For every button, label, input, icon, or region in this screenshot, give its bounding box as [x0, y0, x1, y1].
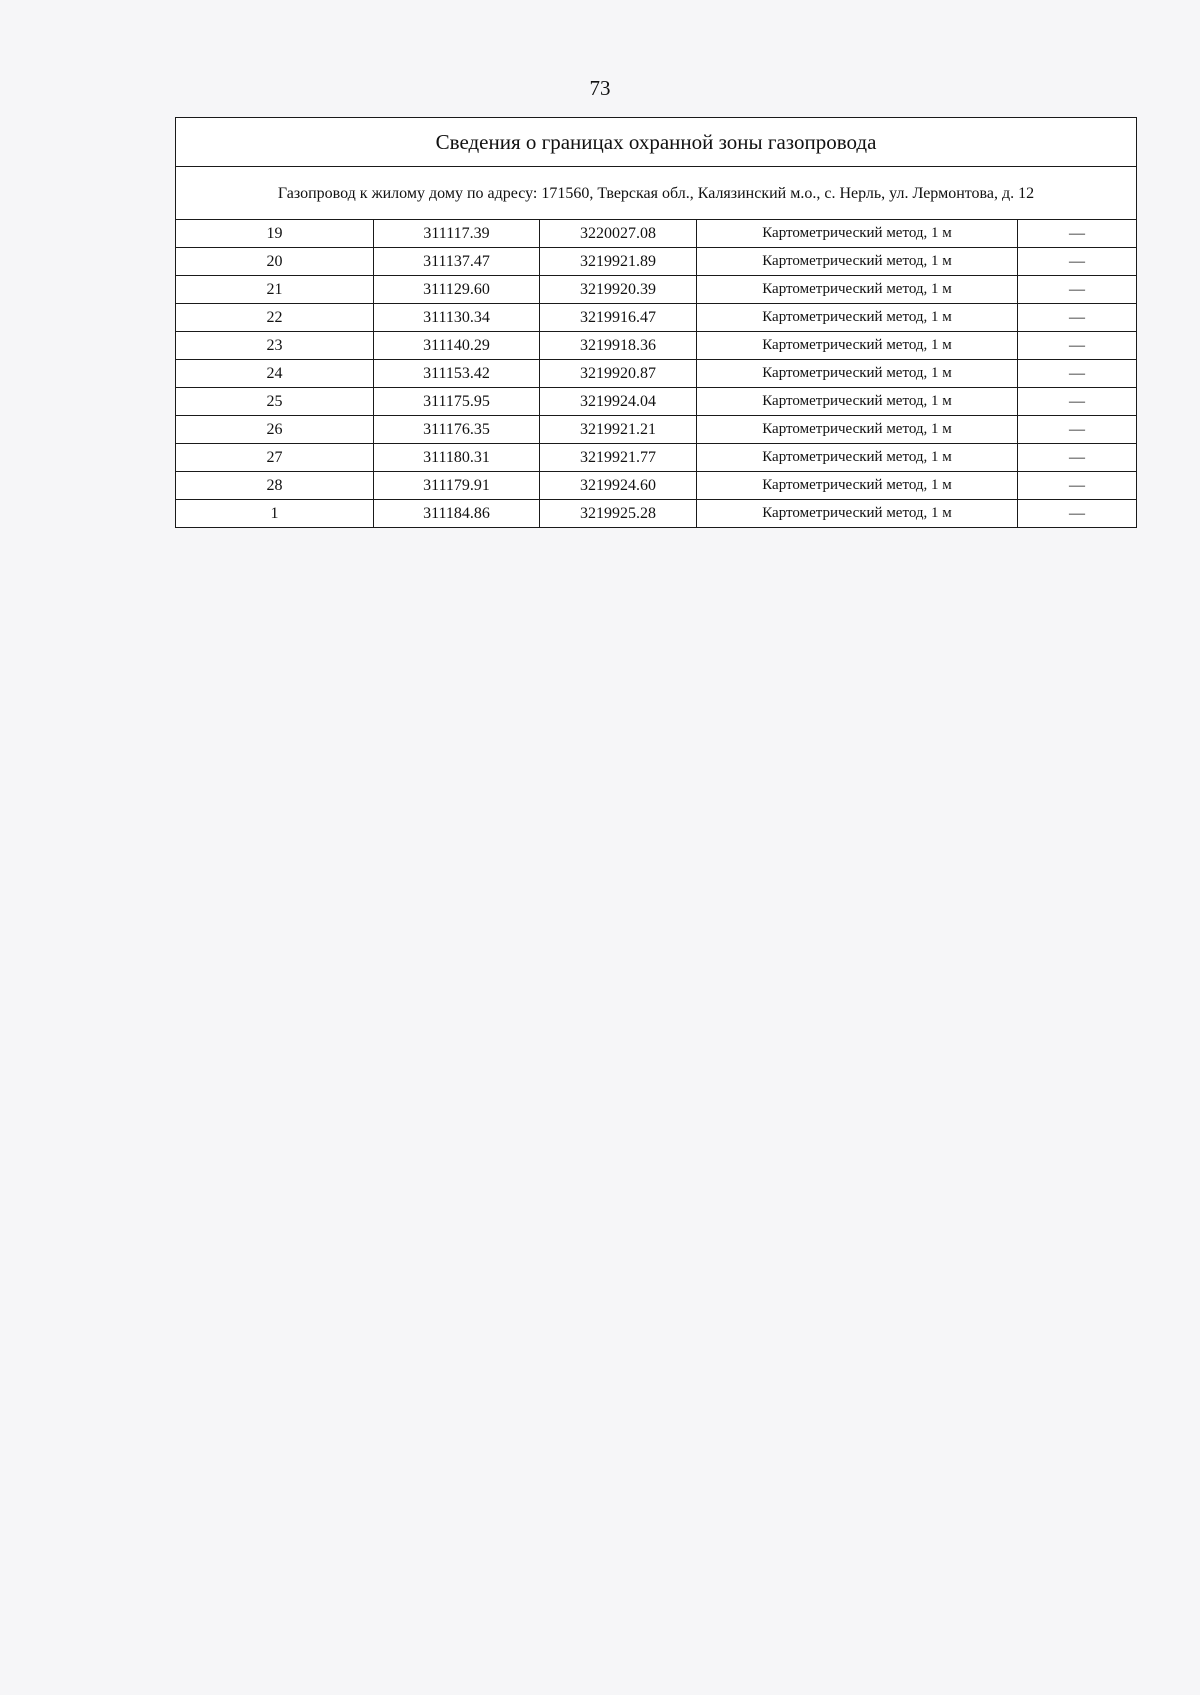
table-row	[176, 388, 1137, 416]
point-number-cell: 20	[176, 248, 374, 276]
x-coordinate-cell: 311140.29	[374, 332, 540, 360]
note-cell: —	[1018, 332, 1137, 360]
method-cell: Картометрический метод, 1 м	[697, 388, 1018, 416]
note-cell: —	[1018, 500, 1137, 528]
gas-pipeline-address: Газопровод к жилому дому по адресу: 171560, Тверская обл., Калязинский м.о., с. Нерль, ул. Лермонтова, д. 12	[176, 167, 1137, 220]
page-number: 73	[589, 76, 611, 100]
x-coordinate-cell: 311129.60	[374, 276, 540, 304]
point-number-cell: 24	[176, 360, 374, 388]
x-coordinate-cell: 311130.34	[374, 304, 540, 332]
point-number-cell: 25	[176, 388, 374, 416]
point-number-cell: 21	[176, 276, 374, 304]
note-cell: —	[1018, 360, 1137, 388]
method-cell: Картометрический метод, 1 м	[697, 444, 1018, 472]
note-cell: —	[1018, 472, 1137, 500]
point-number-cell: 26	[176, 416, 374, 444]
table-row	[176, 416, 1137, 444]
y-coordinate-cell: 3219925.28	[540, 500, 697, 528]
point-number-cell: 27	[176, 444, 374, 472]
method-cell: Картометрический метод, 1 м	[697, 360, 1018, 388]
table-row	[176, 472, 1137, 500]
x-coordinate-cell: 311117.39	[374, 220, 540, 248]
y-coordinate-cell: 3219924.04	[540, 388, 697, 416]
method-cell: Картометрический метод, 1 м	[697, 416, 1018, 444]
point-number-cell: 28	[176, 472, 374, 500]
note-cell: —	[1018, 276, 1137, 304]
x-coordinate-cell: 311153.42	[374, 360, 540, 388]
note-cell: —	[1018, 304, 1137, 332]
table-row	[176, 360, 1137, 388]
y-coordinate-cell: 3219921.21	[540, 416, 697, 444]
table-row	[176, 444, 1137, 472]
point-number-cell: 1	[176, 500, 374, 528]
y-coordinate-cell: 3219924.60	[540, 472, 697, 500]
y-coordinate-cell: 3219918.36	[540, 332, 697, 360]
method-cell: Картометрический метод, 1 м	[697, 276, 1018, 304]
note-cell: —	[1018, 388, 1137, 416]
x-coordinate-cell: 311179.91	[374, 472, 540, 500]
method-cell: Картометрический метод, 1 м	[697, 500, 1018, 528]
table-row	[176, 248, 1137, 276]
x-coordinate-cell: 311176.35	[374, 416, 540, 444]
method-cell: Картометрический метод, 1 м	[697, 248, 1018, 276]
method-cell: Картометрический метод, 1 м	[697, 220, 1018, 248]
point-number-cell: 23	[176, 332, 374, 360]
point-number-cell: 19	[176, 220, 374, 248]
note-cell: —	[1018, 220, 1137, 248]
note-cell: —	[1018, 444, 1137, 472]
table-row	[176, 500, 1137, 528]
method-cell: Картометрический метод, 1 м	[697, 304, 1018, 332]
point-number-cell: 22	[176, 304, 374, 332]
x-coordinate-cell: 311175.95	[374, 388, 540, 416]
y-coordinate-cell: 3219920.39	[540, 276, 697, 304]
x-coordinate-cell: 311184.86	[374, 500, 540, 528]
note-cell: —	[1018, 248, 1137, 276]
x-coordinate-cell: 311180.31	[374, 444, 540, 472]
method-cell: Картометрический метод, 1 м	[697, 472, 1018, 500]
table-title: Сведения о границах охранной зоны газопровода	[176, 118, 1137, 167]
note-cell: —	[1018, 416, 1137, 444]
table-row	[176, 220, 1137, 248]
y-coordinate-cell: 3219916.47	[540, 304, 697, 332]
y-coordinate-cell: 3219921.89	[540, 248, 697, 276]
y-coordinate-cell: 3219920.87	[540, 360, 697, 388]
table-row	[176, 332, 1137, 360]
table-row	[176, 304, 1137, 332]
y-coordinate-cell: 3220027.08	[540, 220, 697, 248]
boundary-coordinates-table	[175, 117, 1137, 528]
table-row	[176, 276, 1137, 304]
x-coordinate-cell: 311137.47	[374, 248, 540, 276]
method-cell: Картометрический метод, 1 м	[697, 332, 1018, 360]
y-coordinate-cell: 3219921.77	[540, 444, 697, 472]
